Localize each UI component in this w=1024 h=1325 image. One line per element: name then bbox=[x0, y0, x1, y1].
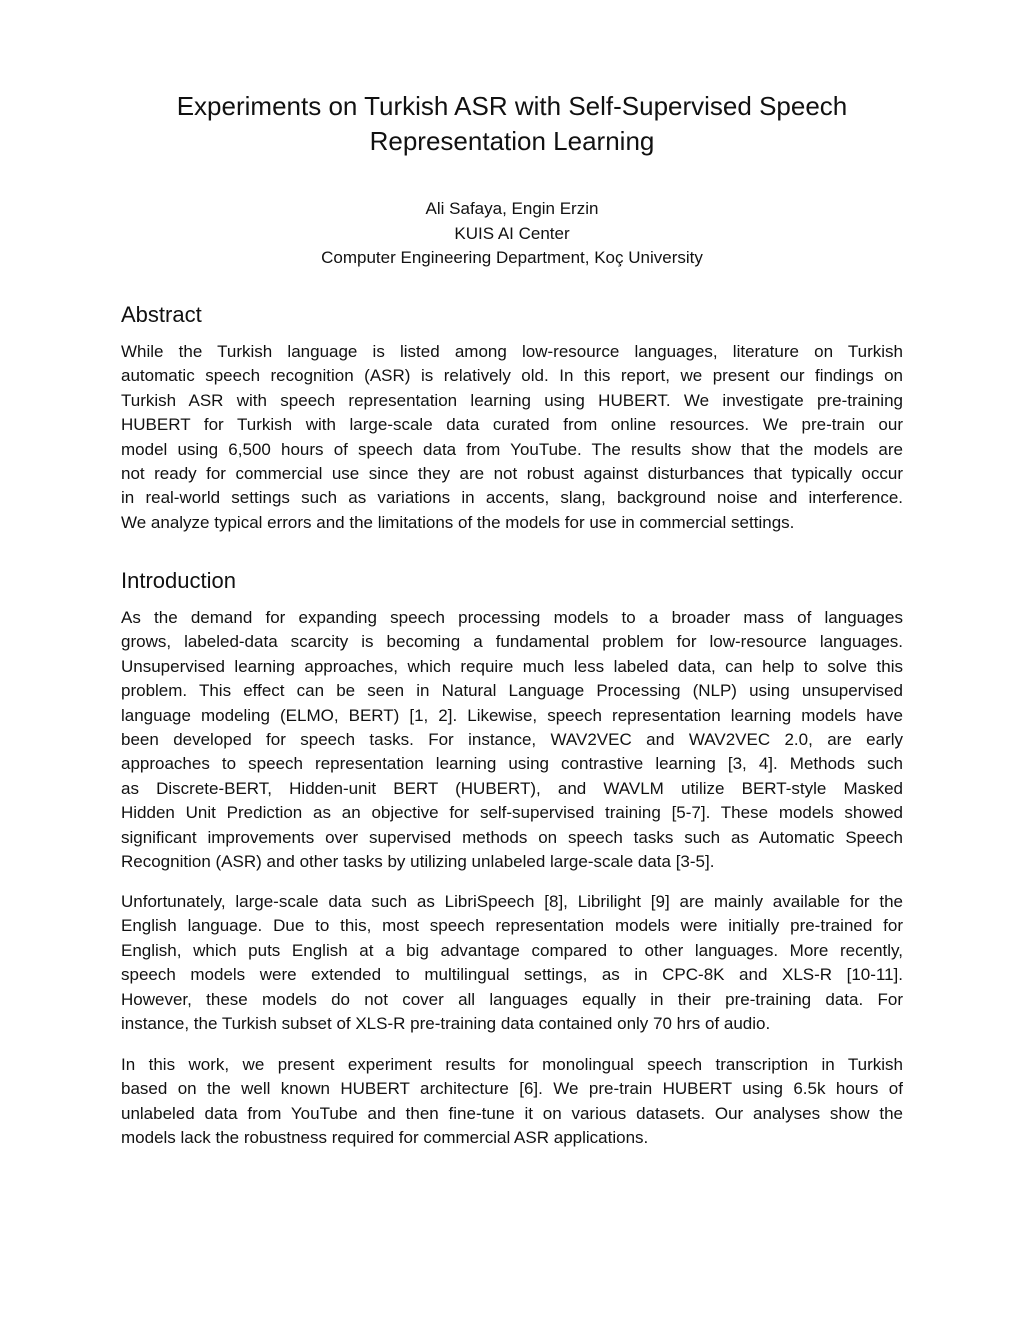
author-block bbox=[0, 197, 1024, 271]
text-line: Recognition (ASR) and other tasks by utilizing unlabeled large-scale data [3-5]. bbox=[121, 851, 715, 871]
text-line: based on the well known HUBERT architecture [6]. We pre-train HUBERT using 6.5k hours of bbox=[121, 1079, 903, 1099]
text-line: HUBERT for Turkish with large-scale data curated from online resources. We pre-train our bbox=[121, 415, 903, 435]
abstract-heading: Abstract bbox=[121, 302, 202, 327]
intro-paragraph-2 bbox=[121, 890, 903, 1036]
text-line: We analyze typical errors and the limitations of the models for use in commercial settings. bbox=[121, 512, 795, 532]
text-line: models lack the robustness required for commercial ASR applications. bbox=[121, 1128, 649, 1148]
introduction-heading: Introduction bbox=[121, 568, 236, 593]
text-line: As the demand for expanding speech processing models to a broader mass of languages bbox=[121, 608, 903, 627]
text-line: not ready for commercial use since they are not robust against disturbances that typically occur bbox=[121, 463, 903, 483]
text-line: instance, the Turkish subset of XLS-R pre-training data contained only 70 hrs of audio. bbox=[121, 1013, 771, 1033]
author-names: Ali Safaya, Engin Erzin bbox=[425, 199, 599, 218]
text-line: in real-world settings such as variations in accents, slang, background noise and interference. bbox=[121, 488, 903, 508]
text-line: significant improvements over supervised methods on speech tasks such as Automatic Speech bbox=[121, 827, 903, 847]
text-line: as Discrete-BERT, Hidden-unit BERT (HUBERT), and WAVLM utilize BERT-style Masked bbox=[121, 778, 903, 798]
text-line: been developed for speech tasks. For instance, WAV2VEC and WAV2VEC 2.0, are early bbox=[121, 729, 903, 749]
affiliation-department: Computer Engineering Department, Koç University bbox=[321, 248, 703, 267]
title-line: Experiments on Turkish ASR with Self-Supervised Speech bbox=[176, 91, 848, 121]
text-line: However, these models do not cover all languages equally in their pre-training data. For bbox=[121, 989, 903, 1009]
text-line: grows, labeled-data scarcity is becoming a fundamental problem for low-resource languages. bbox=[121, 632, 903, 652]
title-line: Representation Learning bbox=[369, 126, 655, 156]
text-line: language modeling (ELMO, BERT) [1, 2]. Likewise, speech representation learning models have bbox=[121, 705, 903, 725]
text-line: Unfortunately, large-scale data such as LibriSpeech [8], Librilight [9] are mainly available for the bbox=[121, 892, 903, 911]
paper-title bbox=[0, 89, 1024, 159]
text-line: unlabeled data from YouTube and then fine-tune it on various datasets. Our analyses show the bbox=[121, 1103, 903, 1123]
text-line: problem. This effect can be seen in Natural Language Processing (NLP) using unsupervised bbox=[121, 681, 903, 701]
text-line: Unsupervised learning approaches, which require much less labeled data, can help to solve this bbox=[121, 656, 903, 676]
text-line: speech models were extended to multilingual settings, as in CPC-8K and XLS-R [10-11]. bbox=[121, 965, 903, 985]
affiliation-center: KUIS AI Center bbox=[454, 223, 570, 243]
text-line: English language. Due to this, most speech representation models were initially pre-trained for bbox=[121, 916, 903, 936]
text-line: approaches to speech representation learning using contrastive learning [3, 4]. Methods such bbox=[121, 754, 903, 774]
intro-paragraph-1 bbox=[121, 606, 903, 874]
text-line: model using 6,500 hours of speech data from YouTube. The results show that the models are bbox=[121, 439, 903, 459]
text-line: In this work, we present experiment results for monolingual speech transcription in Turkish bbox=[121, 1055, 903, 1074]
text-line: Hidden Unit Prediction as an objective for self-supervised training [5-7]. These models showed bbox=[121, 803, 903, 823]
text-line: automatic speech recognition (ASR) is relatively old. In this report, we present our findings on bbox=[121, 366, 903, 386]
intro-paragraph-3 bbox=[121, 1053, 903, 1151]
text-line: English, which puts English at a big advantage compared to other languages. More recently, bbox=[121, 940, 903, 960]
text-line: Turkish ASR with speech representation learning using HUBERT. We investigate pre-training bbox=[121, 390, 903, 410]
text-line: While the Turkish language is listed among low-resource languages, literature on Turkish bbox=[121, 342, 903, 361]
abstract-paragraph bbox=[121, 340, 903, 535]
